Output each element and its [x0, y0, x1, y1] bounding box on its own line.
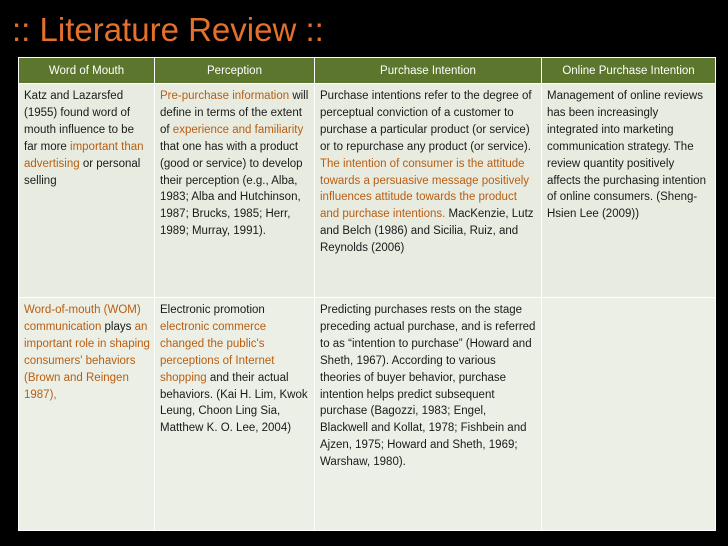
highlight-text: Word-of-mouth (WOM) communication: [24, 304, 141, 333]
highlight-text: important than advertising: [24, 140, 144, 170]
cell-text: and their actual behaviors. (Kai H. Lim, Kwok Leung, Choon Ling Sia, Matthew K. O. Lee, 2004): [160, 371, 308, 435]
cell-text: Management of online reviews has been increasingly integrated into marketing communication strategy. The review quantity positively affects the purchasing intention of online consumers. (Sheng-Hsien Lee (2009)): [547, 90, 706, 221]
cell-text: that one has with a product (good or service) to develop their perception (e.g., Alba, 1983; Alba and Hutchinson, 1987; Brucks, 1985; Herr, 1989; Murray, 1991).: [160, 140, 303, 238]
page-title: :: Literature Review ::: [12, 11, 324, 48]
table-cell: [315, 84, 542, 298]
header-row: [19, 58, 716, 84]
table-cell: [19, 84, 155, 298]
highlight-text: Pre-purchase information: [160, 90, 290, 102]
cell-text: Predicting purchases rests on the stage preceding actual purchase, and is referred to as “intention to purchase” (Howard and Sheth, 1967). According to various theories of buyer behavior, purchase intention helps predict subsequent purchase (Bagozzi, 1983; Engel, Blackwell and Kollat, 1978; Fishbein and Ajzen, 1975; Howard and Sheth, 1969; Warshaw, 1980).: [320, 304, 536, 469]
highlight-text: The intention of consumer is the attitude towards a persuasive message positively influences attitude towards the product and purchase intentions.: [320, 157, 530, 221]
table-cell: [542, 298, 716, 531]
highlight-text: electronic commerce changed the public's perceptions of Internet shopping: [160, 320, 275, 384]
col-header-word-of-mouth: Word of Mouth: [19, 58, 155, 84]
col-header-online-purchase-intention: Online Purchase Intention: [542, 58, 716, 84]
cell-text: Electronic promotion: [160, 304, 265, 316]
table-row: [19, 84, 716, 298]
col-header-purchase-intention: Purchase Intention: [315, 58, 542, 84]
highlight-text: an important role in shaping consumers' behaviors (Brown and Reingen 1987),: [24, 320, 150, 401]
table-cell: [155, 298, 315, 531]
highlight-text: experience and familiarity: [172, 123, 304, 136]
cell-text: Purchase intentions refer to the degree of perceptual conviction of a customer to purchase a particular product (or service) or to repurchase any product (or service).: [320, 90, 532, 153]
cell-text: or personal selling: [24, 157, 141, 187]
table-cell: [315, 298, 542, 531]
table-cell: [19, 298, 155, 531]
cell-text: plays: [101, 320, 135, 333]
table-row: [19, 298, 716, 531]
table-cell: [155, 84, 315, 298]
cell-text: will define in terms of the extent of: [160, 90, 309, 136]
literature-table: [18, 57, 716, 531]
col-header-perception: Perception: [155, 58, 315, 84]
cell-text: MacKenzie, Lutz and Belch (1986) and Sicilia, Ruiz, and Reynolds (2006): [320, 208, 534, 255]
table-cell: [542, 84, 716, 298]
cell-text: Katz and Lazarsfed (1955) found word of mouth influence to be far more: [24, 90, 134, 153]
